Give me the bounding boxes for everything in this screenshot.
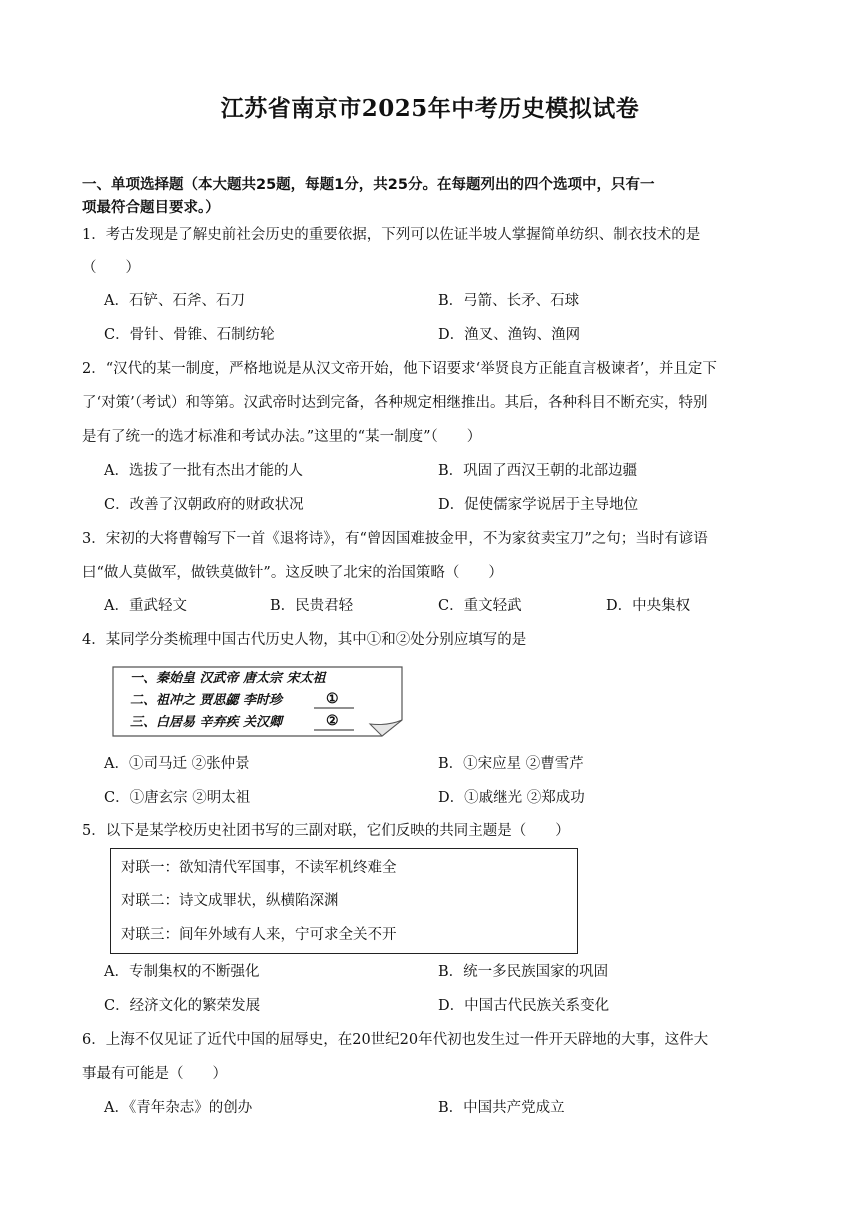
q2-stem-line1: 2．“汉代的某一制度，严格地说是从汉文帝开始，他下诏要求‘举贤良方正能直言极谏者’，并且定下 [82,361,717,377]
q6-option-a: A．《青年杂志》的创办 [104,1100,253,1116]
q5-option-c: C．经济文化的繁荣发展 [104,998,261,1014]
q4-figure-blank1: ① [326,691,339,707]
q4-figure-row1: 一、秦始皇 汉武帝 唐太宗 宋太祖 [130,671,326,686]
exam-title: 江苏省南京市2025年中考历史模拟试卷 [220,95,640,122]
q2-option-b: B．巩固了西汉王朝的北部边疆 [438,463,638,479]
q2-option-d: D．促使儒家学说居于主导地位 [438,497,639,513]
q4-option-c: C．①唐玄宗 ②明太祖 [104,790,251,806]
section-heading-line1: 一、单项选择题（本大题共25题，每题1分，共25分。在每题列出的四个选项中，只有一 [82,177,655,193]
section-heading-line2: 项最符合题目要求。） [82,200,220,216]
q5-couplet-1: 对联一：欲知清代军国事，不读军机终难全 [121,860,397,876]
q4-option-b: B．①宋应星 ②曹雪芹 [438,756,584,772]
q5-stem-line1: 5．以下是某学校历史社团书写的三副对联，它们反映的共同主题是（ ） [82,823,570,839]
q2-option-a: A．选拔了一批有杰出才能的人 [104,463,303,479]
q6-option-b: B．中国共产党成立 [438,1100,565,1116]
q1-option-d: D．渔叉、渔钩、渔网 [438,327,581,343]
q1-stem-line1: 1．考古发现是了解史前社会历史的重要依据，下列可以佐证半坡人掌握简单纺织、制衣技术的是 [82,227,701,243]
q2-stem-line2: 了‘对策’（考试）和等第。汉武帝时达到完备，各种规定相继推出。其后，各种科目不断充实，特别 [82,395,708,411]
q3-stem-line1: 3．宋初的大将曹翰写下一首《退将诗》，有“曾因国难披金甲，不为家贫卖宝刀”之句；当时有谚语 [82,531,708,547]
q3-option-d: D．中央集权 [606,598,691,614]
q4-figure-card [112,666,404,734]
q5-option-d: D．中国古代民族关系变化 [438,998,610,1014]
q3-stem-line2: 曰“做人莫做军，做铁莫做针”。这反映了北宋的治国策略（ ） [82,565,503,581]
q1-option-b: B．弓箭、长矛、石球 [438,293,580,309]
q5-couplet-3: 对联三：间年外域有人来，宁可求全关不开 [121,927,397,943]
q3-option-b: B．民贵君轻 [270,598,354,614]
q4-option-d: D．①戚继光 ②郑成功 [438,790,585,806]
q1-option-a: A．石铲、石斧、石刀 [104,293,245,309]
q2-option-c: C．改善了汉朝政府的财政状况 [104,497,304,513]
q6-stem-line1: 6．上海不仅见证了近代中国的屈辱史，在20世纪20年代初也发生过一件开天辟地的大事，这件大 [82,1032,709,1048]
q4-option-a: A．①司马迁 ②张仲景 [104,756,250,772]
q3-option-a: A．重武轻文 [104,598,187,614]
q6-stem-line2: 事最有可能是（ ） [82,1066,227,1082]
q4-stem-line1: 4．某同学分类梳理中国古代历史人物，其中①和②处分别应填写的是 [82,632,527,648]
q5-option-b: B．统一多民族国家的巩固 [438,964,609,980]
q4-figure-blank2: ② [326,713,339,729]
q4-figure-row3: 三、白居易 辛弃疾 关汉卿 [130,715,283,730]
q1-stem-line2: （ ） [82,260,140,276]
q5-couplet-2: 对联二：诗文成罪状，纵横陷深渊 [121,893,339,909]
q1-option-c: C．骨针、骨锥、石制纺轮 [104,327,275,343]
q3-option-c: C．重文轻武 [438,598,522,614]
q5-couplet-box [110,848,578,954]
q5-option-a: A．专制集权的不断强化 [104,964,260,980]
q2-stem-line3: 是有了统一的选才标准和考试办法。”这里的“某一制度”（ ） [82,429,482,445]
q4-figure-row2: 二、祖冲之 贾思勰 李时珍 [130,693,283,708]
